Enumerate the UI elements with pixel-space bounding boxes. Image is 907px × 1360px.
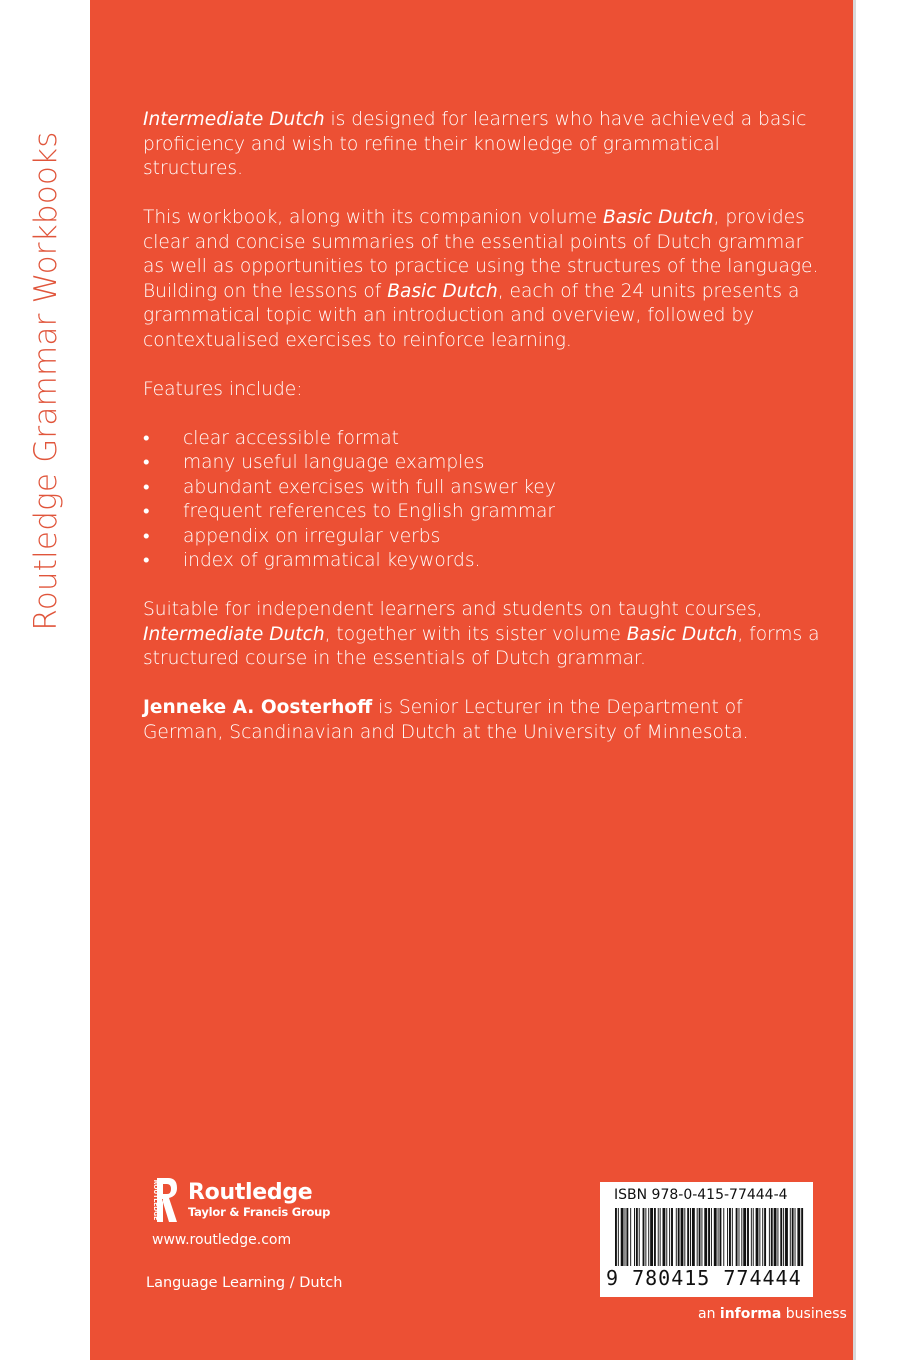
- barcode-bar: [769, 1208, 770, 1266]
- suitability-paragraph: Suitable for independent learners and students on taught courses, Intermediate Dutch, together with its sister volume Basic Dutch, forms a structured course in the essentials of Dutch grammar.: [143, 599, 820, 669]
- barcode-bar: [732, 1208, 733, 1266]
- barcode-bar: [729, 1208, 731, 1266]
- barcode-bar: [736, 1208, 738, 1266]
- barcode-bar: [704, 1208, 707, 1266]
- bullet-icon: •: [143, 525, 150, 547]
- barcode-bar: [634, 1208, 635, 1266]
- list-item: • frequent references to English grammar: [143, 500, 823, 525]
- barcode-icon: [614, 1208, 804, 1266]
- barcode-bar: [753, 1208, 754, 1266]
- features-intro: Features include:: [143, 378, 303, 400]
- list-item: • clear accessible format: [143, 427, 823, 452]
- list-item: • many useful language examples: [143, 451, 823, 476]
- features-list: [143, 427, 823, 574]
- publisher-group: Taylor & Francis Group: [188, 1205, 331, 1219]
- barcode-bar: [708, 1208, 710, 1266]
- barcode-bar: [741, 1208, 742, 1266]
- barcode-bar: [720, 1208, 722, 1266]
- routledge-r-icon: [148, 1175, 178, 1225]
- barcode-bar: [762, 1208, 763, 1266]
- barcode-bar: [785, 1208, 788, 1266]
- list-item: • appendix on irregular verbs: [143, 525, 823, 550]
- barcode-bar: [727, 1208, 728, 1266]
- barcode-bar: [639, 1208, 640, 1266]
- barcode-bar: [678, 1208, 680, 1266]
- barcode-bar: [654, 1208, 656, 1266]
- barcode-bar: [676, 1208, 677, 1266]
- barcode-bar: [743, 1208, 746, 1266]
- barcode-bar: [645, 1208, 646, 1266]
- barcode-bar: [801, 1208, 803, 1266]
- barcode-bar: [650, 1208, 653, 1266]
- bullet-icon: •: [143, 550, 150, 571]
- barcode-bar: [792, 1208, 794, 1266]
- barcode-bar: [658, 1208, 659, 1266]
- barcode-bar: [648, 1208, 649, 1266]
- barcode-bar: [697, 1208, 698, 1266]
- barcode-bar: [684, 1208, 685, 1266]
- author-name: Jenneke A. Oosterhoff: [143, 697, 373, 718]
- barcode-bar: [660, 1208, 661, 1266]
- barcode-bar: [747, 1208, 749, 1266]
- barcode-bar: [764, 1208, 766, 1266]
- barcode-bar: [669, 1208, 670, 1266]
- intro-paragraph: Intermediate Dutch is designed for learners who have achieved a basic proficiency and wish to refine their knowledge of grammatical structures.: [143, 109, 807, 179]
- barcode-bar: [636, 1208, 638, 1266]
- barcode-bar: [618, 1208, 619, 1266]
- barcode-bar: [795, 1208, 796, 1266]
- barcode-bar: [774, 1208, 777, 1266]
- barcode-bar: [687, 1208, 689, 1266]
- barcode-bar: [681, 1208, 684, 1266]
- bullet-icon: •: [143, 476, 150, 498]
- barcode-bar: [621, 1208, 624, 1266]
- subject-category: Language Learning / Dutch: [146, 1275, 343, 1291]
- barcode-bar: [759, 1208, 760, 1266]
- routledge-logo: [148, 1175, 330, 1225]
- bullet-icon: •: [143, 501, 150, 522]
- barcode-bar: [711, 1208, 712, 1266]
- series-title-text: Routledge Grammar Workbooks: [28, 131, 64, 631]
- barcode-bar: [751, 1208, 752, 1266]
- list-item: • index of grammatical keywords.: [143, 549, 823, 574]
- barcode-bar: [699, 1208, 701, 1266]
- barcode-bar: [756, 1208, 759, 1266]
- overview-paragraph: This workbook, along with its companion volume Basic Dutch, provides clear and concise summaries of the essential points of Dutch grammar as well as opportunities to practice using the structures of the language. Building on the lessons of Basic Dutch, each of the 24 units presents a grammatical topic with an introduction and overview, followed by contextualised exercises to reinforce learning.: [143, 207, 819, 351]
- author-paragraph: Jenneke A. Oosterhoff is Senior Lecturer in the Department of German, Scandinavian and Dutch at the University of Minnesota.: [143, 697, 749, 743]
- barcode-bar: [690, 1208, 691, 1266]
- barcode-bar: [692, 1208, 695, 1266]
- bullet-icon: •: [143, 427, 150, 449]
- isbn-label: ISBN 978-0-415-77444-4: [614, 1187, 788, 1203]
- informa-tagline: an informa business: [698, 1306, 847, 1322]
- bullet-icon: •: [143, 452, 150, 473]
- barcode-bar: [780, 1208, 782, 1266]
- publisher-website: www.routledge.com: [152, 1232, 292, 1248]
- barcode-bar: [783, 1208, 784, 1266]
- barcode-bar: [790, 1208, 791, 1266]
- barcode-bar: [615, 1208, 617, 1266]
- blurb: [143, 108, 823, 770]
- barcode-bar: [739, 1208, 740, 1266]
- publisher-name: Routledge: [188, 1180, 313, 1205]
- barcode-bar: [723, 1208, 724, 1266]
- barcode-bar: [663, 1208, 666, 1266]
- barcode-bar: [714, 1208, 717, 1266]
- barcode-bar: [777, 1208, 778, 1266]
- barcode-bar: [625, 1208, 626, 1266]
- barcode-bar: [718, 1208, 719, 1266]
- spine-series-title: [28, 115, 64, 647]
- barcode-bar: [643, 1208, 645, 1266]
- barcode-bar: [771, 1208, 773, 1266]
- barcode-bar: [797, 1208, 800, 1266]
- barcode-bar: [666, 1208, 667, 1266]
- cover-edge: [853, 0, 856, 1360]
- barcode-digits: 9 780415 774444: [606, 1266, 802, 1290]
- list-item: • abundant exercises with full answer key: [143, 476, 823, 501]
- barcode-box: [600, 1182, 813, 1297]
- barcode-bar: [671, 1208, 673, 1266]
- barcode-bar: [701, 1208, 702, 1266]
- barcode-bar: [626, 1208, 628, 1266]
- logo-mark-text: ROUTLEDGE: [152, 1179, 159, 1221]
- barcode-bar: [630, 1208, 631, 1266]
